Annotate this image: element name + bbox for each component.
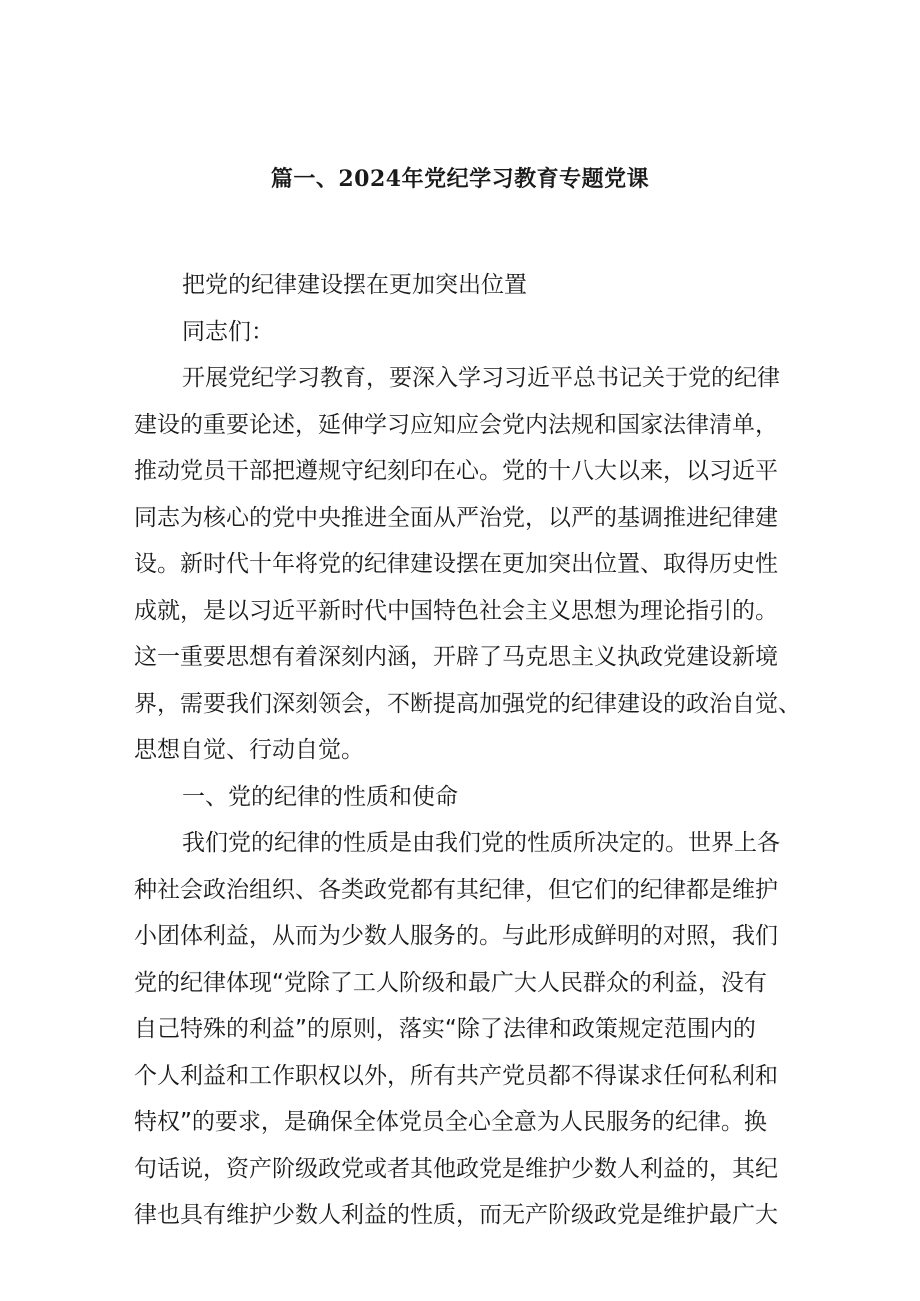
paragraph-line: 律也具有维护少数人利益的性质，而无产阶级政党是维护最广大	[134, 1202, 778, 1228]
paragraph-line: 设。新时代十年将党的纪律建设摆在更加突出位置、取得历史性	[134, 551, 778, 577]
paragraph-line: 小团体利益，从而为少数人服务的。与此形成鲜明的对照，我们	[134, 923, 778, 949]
paragraph-line: 个人利益和工作职权以外，所有共产党员都不得谋求任何私利和	[134, 1062, 778, 1089]
paragraph-1	[134, 355, 801, 774]
paragraph-line: 思想自觉、行动自觉。	[134, 737, 364, 763]
document-title: 篇一、2024年党纪学习教育专题党课	[270, 166, 650, 192]
paragraph-line: 同志为核心的党中央推进全面从严治党，以严的基调推进纪律建	[134, 504, 778, 531]
section-heading: 一、党的纪律的性质和使命	[182, 783, 458, 810]
paragraph-line: 开展党纪学习教育，要深入学习习近平总书记关于党的纪律	[182, 365, 780, 391]
document-body	[134, 262, 801, 1239]
paragraph-2	[134, 820, 794, 1239]
speech-title: 把党的纪律建设摆在更加突出位置	[182, 272, 527, 298]
paragraph-line: 种社会政治组织、各类政党都有其纪律，但它们的纪律都是维护	[134, 876, 778, 903]
salutation: 同志们：	[182, 318, 274, 345]
paragraph-line: 党的纪律体现“党除了工人阶级和最广大人民群众的利益，没有	[134, 969, 767, 996]
paragraph-line: 推动党员干部把遵规守纪刻印在心。党的十八大以来，以习近平	[134, 458, 778, 484]
paragraph-line: 界，需要我们深刻领会，不断提高加强党的纪律建设的政治自觉、	[134, 690, 801, 717]
paragraph-line: 句话说，资产阶级政党或者其他政党是维护少数人利益的，其纪	[134, 1155, 778, 1182]
paragraph-line: 这一重要思想有着深刻内涵，开辟了马克思主义执政党建设新境	[134, 644, 778, 670]
paragraph-line: 成就，是以习近平新时代中国特色社会主义思想为理论指引的。	[134, 597, 778, 624]
paragraph-line: 建设的重要论述，延伸学习应知应会党内法规和国家法律清单，	[134, 411, 778, 438]
paragraph-line: 我们党的纪律的性质是由我们党的性质所决定的。世界上各	[182, 830, 780, 856]
paragraph-line: 自己特殊的利益”的原则，落实“除了法律和政策规定范围内的	[134, 1016, 756, 1042]
paragraph-line: 特权”的要求，是确保全体党员全心全意为人民服务的纪律。换	[134, 1109, 767, 1135]
